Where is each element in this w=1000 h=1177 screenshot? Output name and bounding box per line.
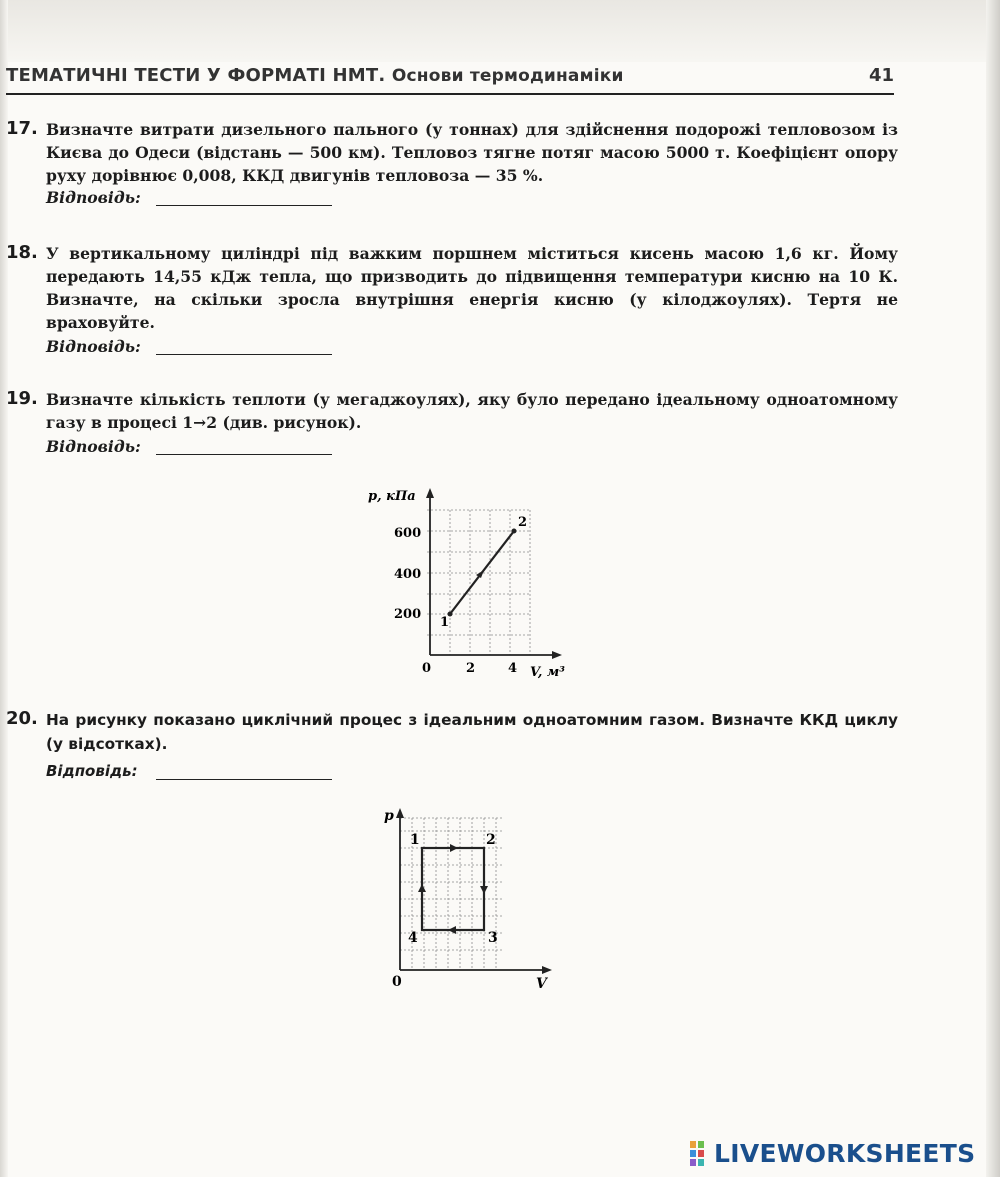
header-title <box>6 65 624 86</box>
y-tick-label: 200 <box>394 607 422 622</box>
cycle-rectangle <box>422 848 484 930</box>
answer-line <box>156 779 332 780</box>
answer-row <box>46 188 141 212</box>
header-subtitle: Основи термодинаміки <box>391 66 624 86</box>
liveworksheets-logo-text: LIVEWORKSHEETS <box>714 1139 976 1168</box>
y-axis-arrow <box>426 488 434 498</box>
answer-row <box>46 762 138 786</box>
y-axis-label: p, кПа <box>368 489 416 504</box>
page-left-edge <box>0 0 8 1177</box>
arrow-1-2 <box>450 844 458 852</box>
arrow-2-3 <box>480 886 488 894</box>
y-axis-arrow <box>396 808 404 818</box>
y-tick-label: 400 <box>394 567 422 582</box>
page-right-edge <box>986 0 1000 1177</box>
answer-label: Відповідь: <box>46 188 141 207</box>
corner-2-label: 2 <box>486 832 496 848</box>
answer-label: Відповідь: <box>46 762 138 780</box>
point-2-label: 2 <box>518 515 528 530</box>
question-text: Визначте кількість теплоти (у мегаджоулях), яку було передано ідеальному одноатомному газу в процесі 1→2 (див. рисунок). <box>46 390 898 432</box>
answer-line <box>156 454 332 455</box>
answer-row <box>46 337 141 361</box>
x-tick-label: 2 <box>466 661 476 676</box>
question-text: У вертикальному циліндрі під важким поршнем міститься кисень масою 1,6 кг. Йому передають 14,55 кДж тепла, що призводить до підвищення температури кисню на 10 К. Визначте, на скільки зросла внутрішня енергія кисню (у кілоджоулях). Тертя не враховуйте. <box>46 244 898 332</box>
x-axis-arrow <box>552 651 562 659</box>
origin-label: 0 <box>422 661 432 676</box>
origin-label: 0 <box>392 974 402 990</box>
figure-19-graph <box>360 478 580 688</box>
question-number: 20. <box>6 708 38 729</box>
y-tick-label: 600 <box>394 526 422 541</box>
question-number: 17. <box>6 118 38 139</box>
question-text: Визначте витрати дизельного пального (у тоннах) для здійснення подорожі тепловозом із Києва до Одеси (відстань — 500 км). Тепловоз тягне потяг масою 5000 т. Коефіцієнт опору руху дорівнює 0,008, ККД двигунів тепловоза — 35 %. <box>46 120 898 185</box>
process-direction-arrow <box>476 570 484 578</box>
page-top-shadow <box>0 0 1000 62</box>
answer-line <box>156 354 332 355</box>
x-tick-label: 4 <box>508 661 518 676</box>
header-title-main: ТЕМАТИЧНІ ТЕСТИ У ФОРМАТІ НМТ. <box>6 65 386 86</box>
arrow-4-1 <box>418 884 426 892</box>
question-number: 19. <box>6 388 38 409</box>
page-header <box>6 63 894 95</box>
answer-row <box>46 437 141 461</box>
x-axis-label: V <box>536 976 547 992</box>
page-number: 41 <box>868 65 894 86</box>
question-number: 18. <box>6 242 38 263</box>
corner-1-label: 1 <box>410 832 420 848</box>
answer-label: Відповідь: <box>46 337 141 356</box>
question-text: На рисунку показано циклічний процес з ідеальним одноатомним газом. Визначте ККД циклу (у відсотках). <box>46 711 898 753</box>
x-axis-label: V, м³ <box>530 665 565 680</box>
corner-3-label: 3 <box>488 930 498 946</box>
point-1-label: 1 <box>440 615 450 630</box>
corner-4-label: 4 <box>408 930 418 946</box>
figure-20-graph <box>370 800 570 995</box>
y-axis-label: p <box>384 808 394 824</box>
liveworksheets-logo-icon <box>690 1141 712 1167</box>
point-2 <box>512 529 517 534</box>
answer-line <box>156 205 332 206</box>
x-axis-arrow <box>542 966 552 974</box>
answer-label: Відповідь: <box>46 437 141 456</box>
